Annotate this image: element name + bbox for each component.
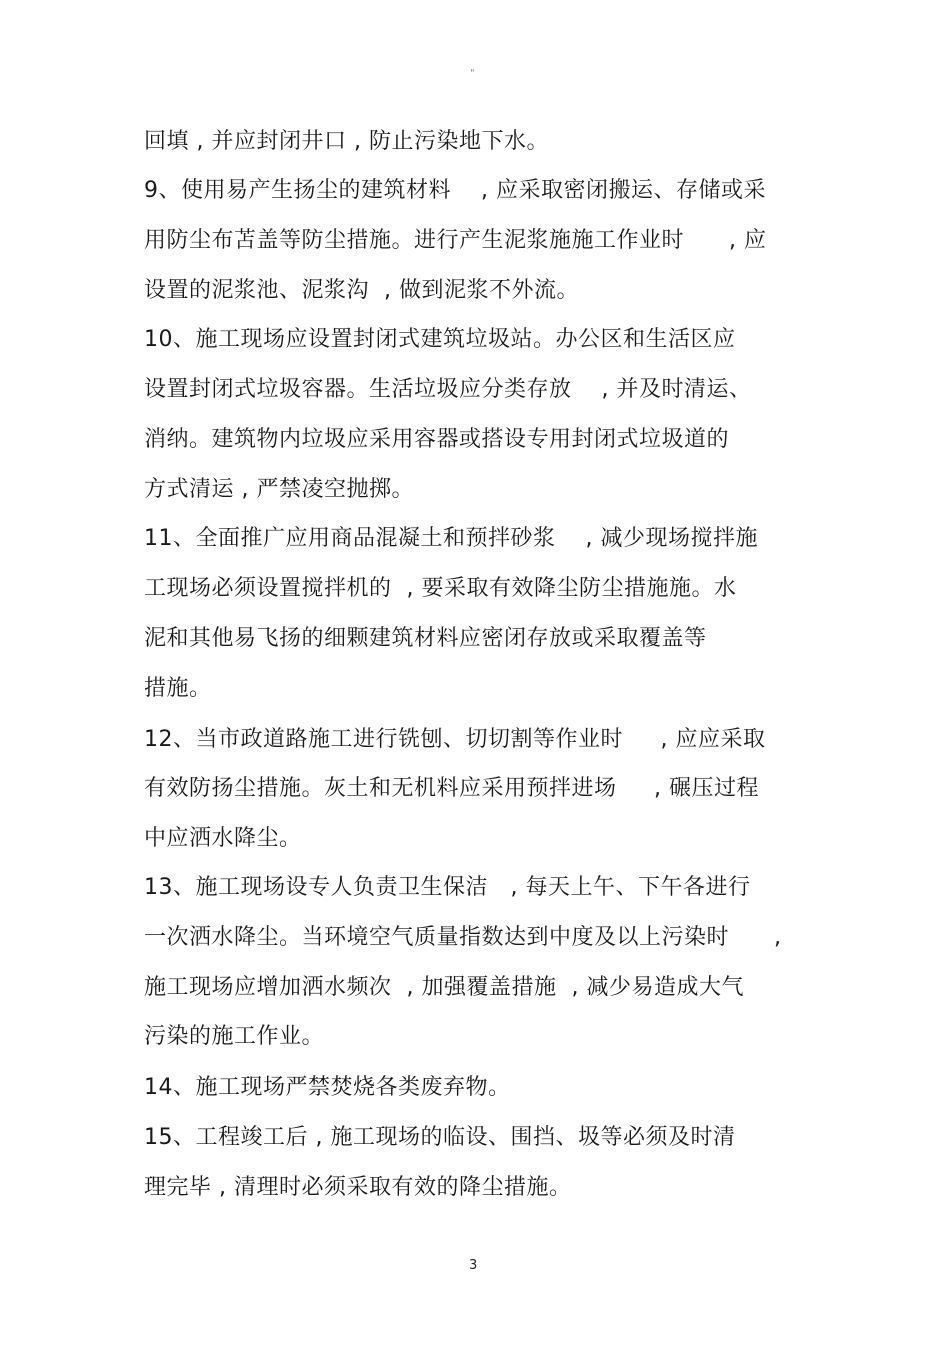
body-line-9: 11、全面推广应用商品混凝土和预拌砂浆 , 减少现场搅拌施 [144,526,758,551]
body-line-22: 理完毕 , 清理时必须采取有效的降尘措施。 [144,1175,572,1200]
body-line-4: 设置的泥浆池、泥浆沟 , 做到泥浆不外流。 [144,278,579,303]
body-line-18: 施工现场应增加洒水频次 , 加强覆盖措施 , 减少易造成大气 [144,975,744,1000]
body-line-1: 回填 , 并应封闭井口 , 防止污染地下水。 [144,129,549,154]
body-line-21: 15、工程竣工后 , 施工现场的临设、围挡、圾等必须及时清 [144,1125,736,1150]
body-line-5: 10、施工现场应设置封闭式建筑垃圾站。办公区和生活区应 [144,327,736,352]
page-number: 3 [469,1258,478,1273]
body-line-3: 用防尘布苫盖等防尘措施。进行产生泥浆施施工作业时 , 应 [144,228,767,253]
body-line-19: 污染的施工作业。 [144,1024,325,1049]
body-line-15: 中应洒水降尘。 [144,826,302,851]
body-line-2: 9、使用易产生扬尘的建筑材料 , 应采取密闭搬运、存储或采 [144,178,766,203]
body-line-20: 14、施工现场严禁焚烧各类废弃物。 [144,1075,511,1100]
body-line-12: 措施。 [144,676,212,701]
top-mark: " [470,68,475,79]
body-line-10: 工现场必须设置搅拌机的 , 要采取有效降尘防尘措施施。水 [144,576,737,601]
body-line-6: 设置封闭式垃圾容器。生活垃圾应分类存放 , 并及时清运、 [144,377,752,402]
body-line-14: 有效防扬尘措施。灰土和无机料应采用预拌进场 , 碾压过程 [144,776,759,801]
body-line-16: 13、施工现场设专人负责卫生保洁 , 每天上午、下午各进行 [144,875,751,900]
body-line-8: 方式清运 , 严禁凌空抛掷。 [144,477,414,502]
body-line-13: 12、当市政道路施工进行铣刨、切切割等作业时 , 应应采取 [144,727,766,752]
body-line-11: 泥和其他易飞扬的细颗建筑材料应密闭存放或采取覆盖等 [144,626,707,651]
body-line-7: 消纳。建筑物内垃圾应采用容器或搭设专用封闭式垃圾道的 [144,427,730,452]
body-line-17: 一次洒水降尘。当环境空气质量指数达到中度及以上污染时 , [144,925,782,950]
